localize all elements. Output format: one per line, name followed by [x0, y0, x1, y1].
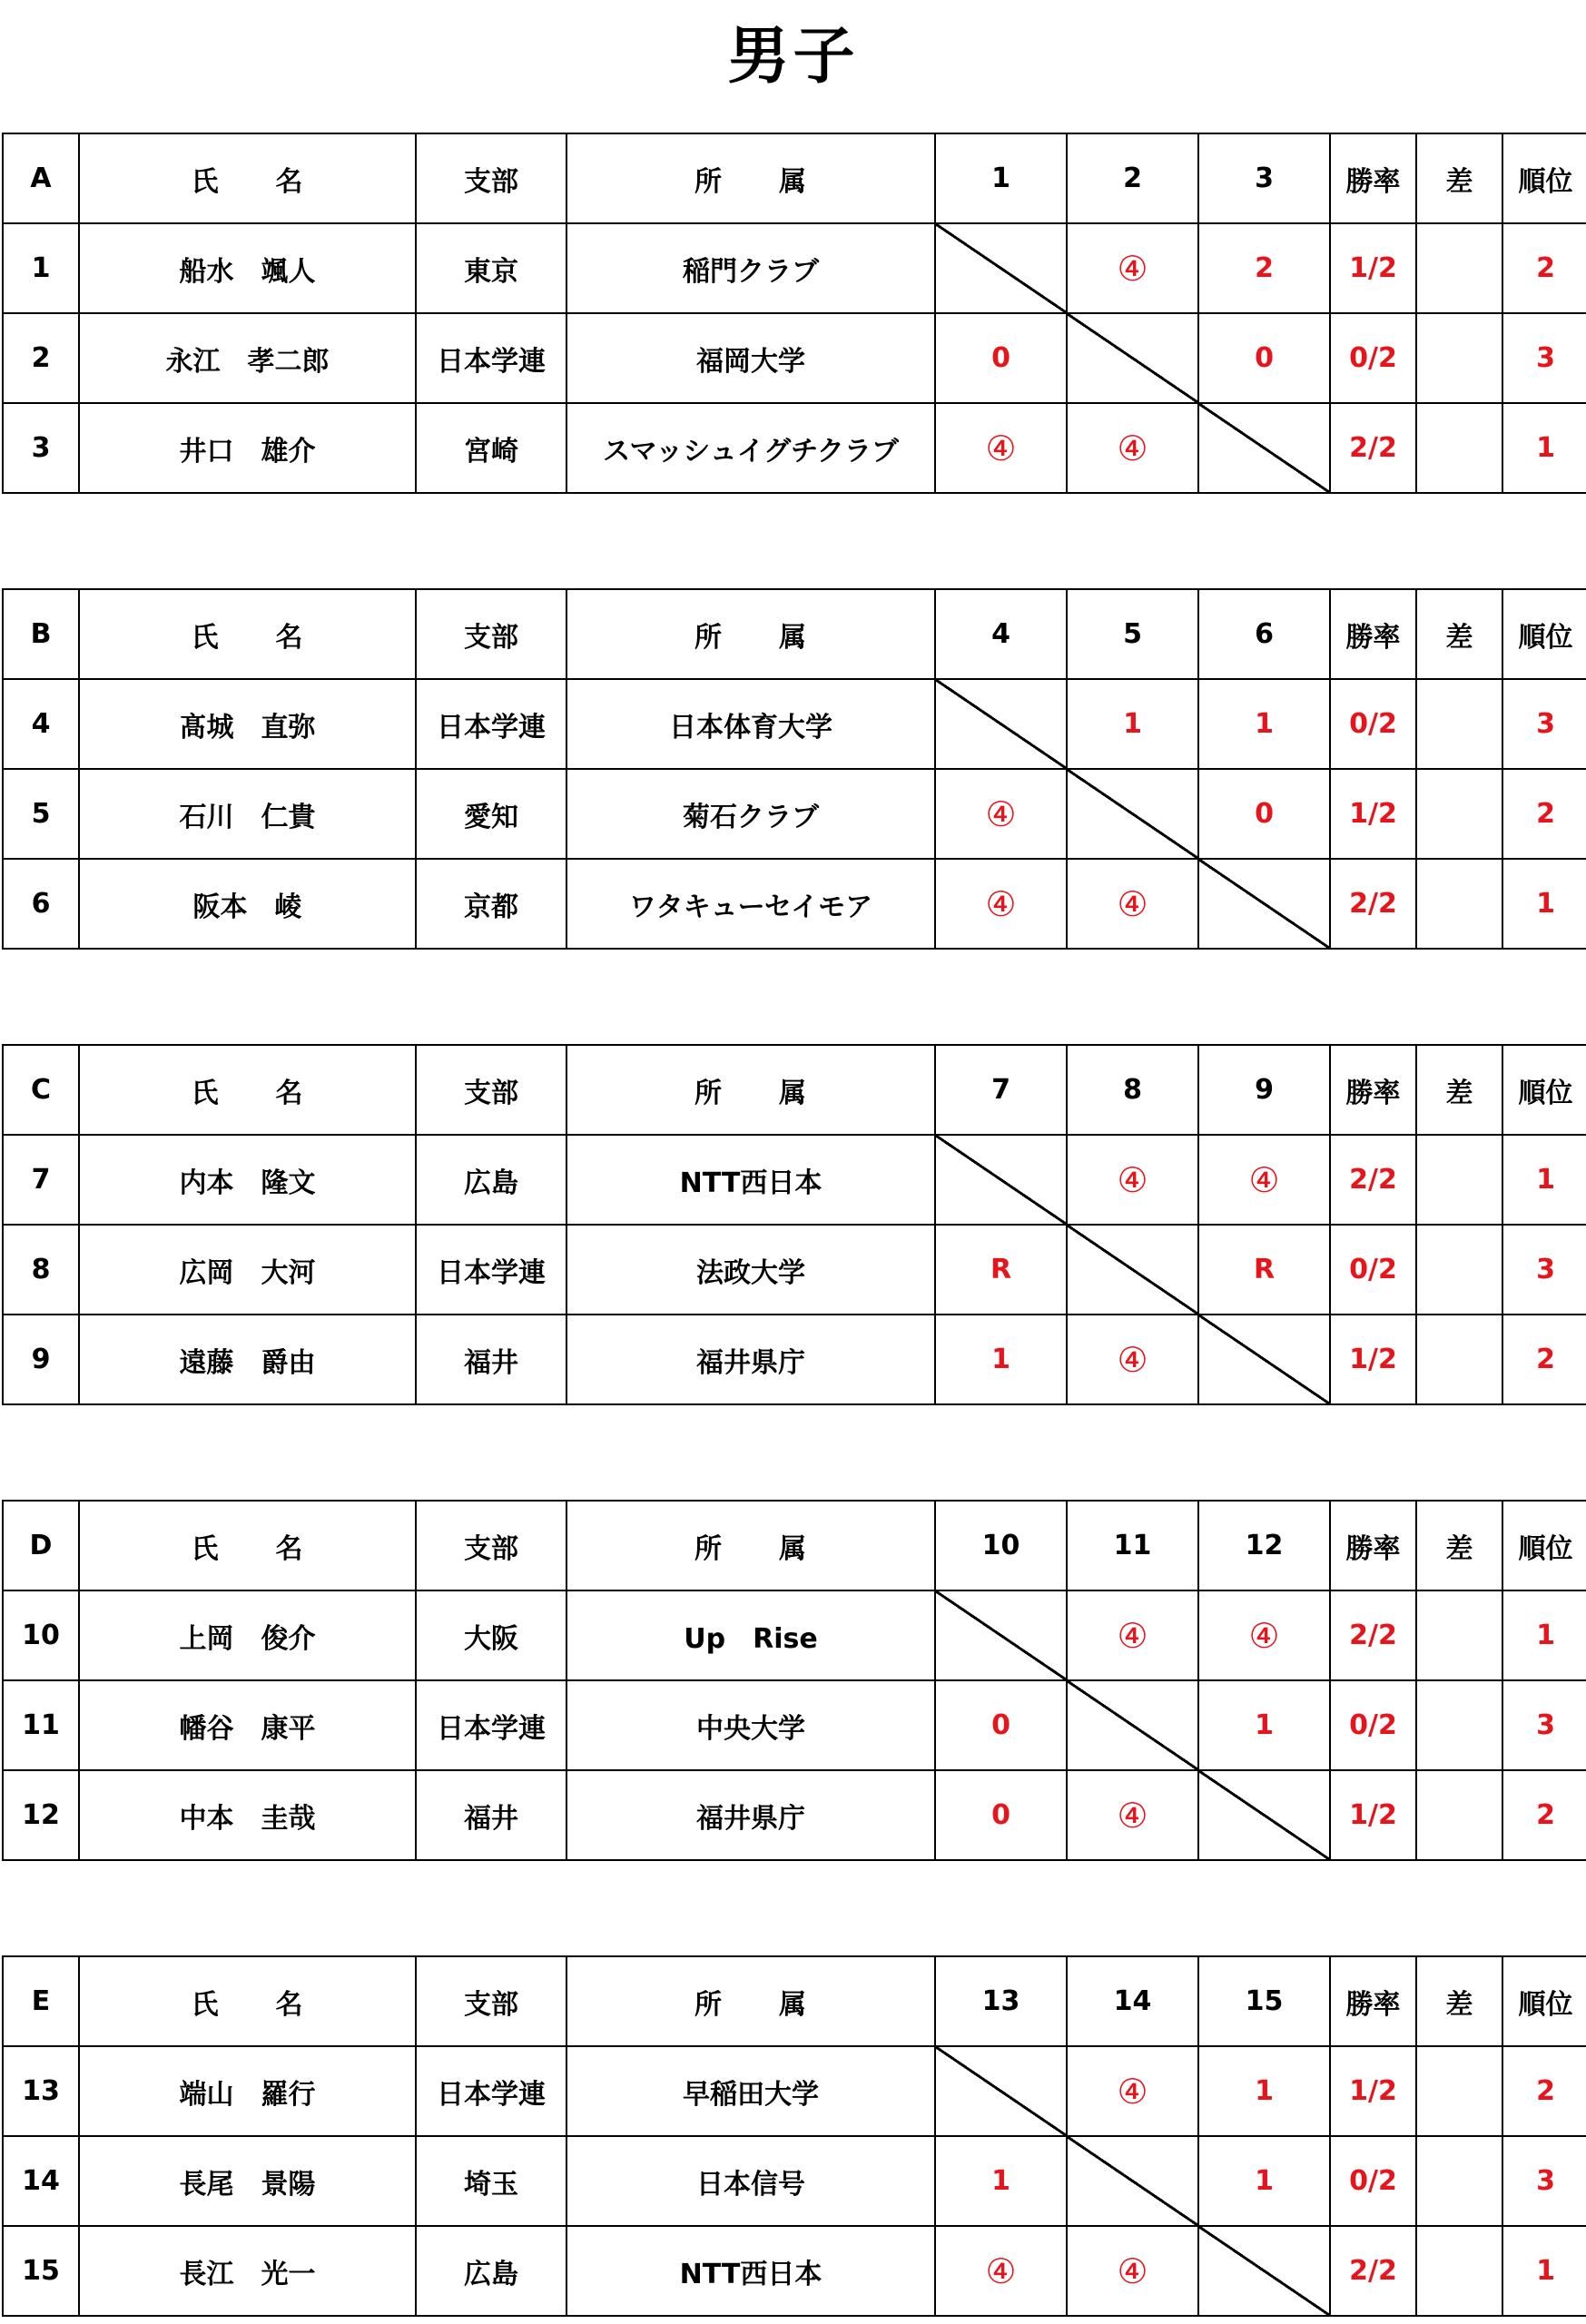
player-number: 1: [3, 223, 79, 313]
match-result: 1: [1198, 2046, 1330, 2136]
self-match-diagonal: [1067, 2136, 1198, 2226]
rank: 2: [1502, 1315, 1586, 1404]
table-row: [3, 1590, 1586, 1680]
player-number: 2: [3, 313, 79, 403]
player-affiliation: 稲門クラブ: [566, 223, 935, 313]
rank: 2: [1502, 769, 1586, 859]
header-diff: 差: [1416, 1956, 1502, 2046]
header-opponent-3: 15: [1198, 1956, 1330, 2046]
header-name: 氏 名: [79, 1501, 416, 1590]
win-rate: 2/2: [1330, 2226, 1416, 2316]
point-diff: [1416, 1770, 1502, 1860]
rank: 2: [1502, 2046, 1586, 2136]
header-rank: 順位: [1502, 589, 1586, 679]
player-name: 端山 羅行: [79, 2046, 416, 2136]
group-label: E: [3, 1956, 79, 2046]
rank: 1: [1502, 859, 1586, 949]
table-row: [3, 2046, 1586, 2136]
rank: 3: [1502, 1225, 1586, 1315]
header-opponent-2: 8: [1067, 1045, 1198, 1135]
player-affiliation: 日本信号: [566, 2136, 935, 2226]
header-opponent-2: 5: [1067, 589, 1198, 679]
player-number: 13: [3, 2046, 79, 2136]
player-affiliation: Up Rise: [566, 1590, 935, 1680]
header-affiliation: 所 属: [566, 1956, 935, 2046]
player-affiliation: 菊石クラブ: [566, 769, 935, 859]
point-diff: [1416, 1225, 1502, 1315]
header-branch: 支部: [416, 589, 566, 679]
self-match-diagonal: [1198, 1770, 1330, 1860]
player-branch: 日本学連: [416, 1680, 566, 1770]
match-result: 0: [1198, 313, 1330, 403]
player-branch: 福井: [416, 1315, 566, 1404]
player-name: 遠藤 爵由: [79, 1315, 416, 1404]
self-match-diagonal: [1067, 769, 1198, 859]
header-win-rate: 勝率: [1330, 589, 1416, 679]
header-win-rate: 勝率: [1330, 133, 1416, 223]
self-match-diagonal: [935, 1135, 1067, 1225]
table-header-row: [3, 1045, 1586, 1135]
table-row: [3, 313, 1586, 403]
group-table-c: [2, 1044, 1586, 1405]
win-rate: 0/2: [1330, 313, 1416, 403]
header-affiliation: 所 属: [566, 133, 935, 223]
group-table-a: [2, 133, 1586, 494]
player-affiliation: ワタキューセイモア: [566, 859, 935, 949]
table-row: [3, 1135, 1586, 1225]
point-diff: [1416, 2136, 1502, 2226]
header-name: 氏 名: [79, 1045, 416, 1135]
player-affiliation: 福井県庁: [566, 1315, 935, 1404]
header-opponent-1: 4: [935, 589, 1067, 679]
rank: 1: [1502, 1135, 1586, 1225]
player-number: 3: [3, 403, 79, 493]
header-win-rate: 勝率: [1330, 1501, 1416, 1590]
player-name: 阪本 崚: [79, 859, 416, 949]
player-name: 長江 光一: [79, 2226, 416, 2316]
player-name: 船水 颯人: [79, 223, 416, 313]
match-result: ④: [935, 859, 1067, 949]
player-affiliation: 福井県庁: [566, 1770, 935, 1860]
self-match-diagonal: [1198, 1315, 1330, 1404]
header-name: 氏 名: [79, 133, 416, 223]
player-name: 内本 隆文: [79, 1135, 416, 1225]
match-result: 1: [1198, 1680, 1330, 1770]
player-name: 髙城 直弥: [79, 679, 416, 769]
player-branch: 広島: [416, 1135, 566, 1225]
player-branch: 東京: [416, 223, 566, 313]
match-result: ④: [1198, 1590, 1330, 1680]
match-result: ④: [1067, 859, 1198, 949]
player-name: 幡谷 康平: [79, 1680, 416, 1770]
point-diff: [1416, 313, 1502, 403]
player-branch: 福井: [416, 1770, 566, 1860]
table-row: [3, 1770, 1586, 1860]
player-number: 15: [3, 2226, 79, 2316]
player-branch: 宮崎: [416, 403, 566, 493]
header-opponent-2: 2: [1067, 133, 1198, 223]
match-result: ④: [935, 2226, 1067, 2316]
win-rate: 2/2: [1330, 1590, 1416, 1680]
self-match-diagonal: [935, 1590, 1067, 1680]
match-result: ④: [1067, 1315, 1198, 1404]
win-rate: 1/2: [1330, 769, 1416, 859]
match-result: ④: [935, 403, 1067, 493]
win-rate: 0/2: [1330, 1225, 1416, 1315]
player-name: 井口 雄介: [79, 403, 416, 493]
win-rate: 0/2: [1330, 679, 1416, 769]
win-rate: 0/2: [1330, 1680, 1416, 1770]
point-diff: [1416, 2046, 1502, 2136]
table-header-row: [3, 589, 1586, 679]
win-rate: 1/2: [1330, 1315, 1416, 1404]
group-label: D: [3, 1501, 79, 1590]
header-opponent-3: 3: [1198, 133, 1330, 223]
header-diff: 差: [1416, 1045, 1502, 1135]
self-match-diagonal: [1198, 2226, 1330, 2316]
match-result: ④: [1067, 2046, 1198, 2136]
player-branch: 京都: [416, 859, 566, 949]
self-match-diagonal: [1067, 1225, 1198, 1315]
rank: 3: [1502, 1680, 1586, 1770]
rank: 2: [1502, 223, 1586, 313]
point-diff: [1416, 1135, 1502, 1225]
point-diff: [1416, 1680, 1502, 1770]
self-match-diagonal: [935, 679, 1067, 769]
rank: 2: [1502, 1770, 1586, 1860]
win-rate: 0/2: [1330, 2136, 1416, 2226]
win-rate: 2/2: [1330, 859, 1416, 949]
header-affiliation: 所 属: [566, 589, 935, 679]
player-name: 石川 仁貴: [79, 769, 416, 859]
match-result: ④: [1198, 1135, 1330, 1225]
player-affiliation: 早稲田大学: [566, 2046, 935, 2136]
player-branch: 日本学連: [416, 2046, 566, 2136]
player-number: 7: [3, 1135, 79, 1225]
match-result: ④: [1067, 403, 1198, 493]
player-branch: 日本学連: [416, 679, 566, 769]
point-diff: [1416, 859, 1502, 949]
player-number: 6: [3, 859, 79, 949]
player-affiliation: 福岡大学: [566, 313, 935, 403]
match-result: ④: [1067, 1770, 1198, 1860]
header-diff: 差: [1416, 133, 1502, 223]
match-result: R: [1198, 1225, 1330, 1315]
match-result: ④: [1067, 2226, 1198, 2316]
player-number: 11: [3, 1680, 79, 1770]
page-title: 男子: [727, 21, 859, 93]
match-result: 0: [1198, 769, 1330, 859]
table-row: [3, 403, 1586, 493]
header-opponent-3: 9: [1198, 1045, 1330, 1135]
match-result: 0: [935, 1680, 1067, 1770]
point-diff: [1416, 1590, 1502, 1680]
match-result: 1: [1198, 2136, 1330, 2226]
table-row: [3, 859, 1586, 949]
point-diff: [1416, 679, 1502, 769]
table-row: [3, 2136, 1586, 2226]
win-rate: 2/2: [1330, 1135, 1416, 1225]
player-name: 上岡 俊介: [79, 1590, 416, 1680]
player-branch: 大阪: [416, 1590, 566, 1680]
header-rank: 順位: [1502, 1956, 1586, 2046]
player-affiliation: 法政大学: [566, 1225, 935, 1315]
table-row: [3, 1315, 1586, 1404]
player-name: 長尾 景陽: [79, 2136, 416, 2226]
player-number: 10: [3, 1590, 79, 1680]
header-win-rate: 勝率: [1330, 1956, 1416, 2046]
player-name: 中本 圭哉: [79, 1770, 416, 1860]
table-row: [3, 1680, 1586, 1770]
point-diff: [1416, 223, 1502, 313]
header-opponent-3: 12: [1198, 1501, 1330, 1590]
header-affiliation: 所 属: [566, 1501, 935, 1590]
win-rate: 1/2: [1330, 1770, 1416, 1860]
table-row: [3, 223, 1586, 313]
header-name: 氏 名: [79, 1956, 416, 2046]
header-name: 氏 名: [79, 589, 416, 679]
point-diff: [1416, 2226, 1502, 2316]
header-branch: 支部: [416, 133, 566, 223]
player-branch: 日本学連: [416, 313, 566, 403]
table-header-row: [3, 1501, 1586, 1590]
group-table-e: [2, 1955, 1586, 2317]
player-branch: 広島: [416, 2226, 566, 2316]
rank: 3: [1502, 679, 1586, 769]
match-result: 0: [935, 313, 1067, 403]
table-row: [3, 1225, 1586, 1315]
player-branch: 埼玉: [416, 2136, 566, 2226]
header-opponent-2: 11: [1067, 1501, 1198, 1590]
group-label: A: [3, 133, 79, 223]
group-table-d: [2, 1500, 1586, 1861]
win-rate: 2/2: [1330, 403, 1416, 493]
match-result: 1: [1067, 679, 1198, 769]
match-result: 1: [935, 1315, 1067, 1404]
table-header-row: [3, 133, 1586, 223]
header-opponent-3: 6: [1198, 589, 1330, 679]
point-diff: [1416, 403, 1502, 493]
match-result: ④: [1067, 223, 1198, 313]
header-branch: 支部: [416, 1956, 566, 2046]
match-result: 0: [935, 1770, 1067, 1860]
header-opponent-1: 1: [935, 133, 1067, 223]
self-match-diagonal: [935, 2046, 1067, 2136]
rank: 3: [1502, 2136, 1586, 2226]
self-match-diagonal: [935, 223, 1067, 313]
player-number: 12: [3, 1770, 79, 1860]
player-affiliation: 中央大学: [566, 1680, 935, 1770]
player-number: 9: [3, 1315, 79, 1404]
player-branch: 愛知: [416, 769, 566, 859]
match-result: ④: [935, 769, 1067, 859]
win-rate: 1/2: [1330, 223, 1416, 313]
table-row: [3, 769, 1586, 859]
win-rate: 1/2: [1330, 2046, 1416, 2136]
header-opponent-2: 14: [1067, 1956, 1198, 2046]
match-result: 2: [1198, 223, 1330, 313]
player-name: 広岡 大河: [79, 1225, 416, 1315]
player-number: 14: [3, 2136, 79, 2226]
header-diff: 差: [1416, 1501, 1502, 1590]
player-name: 永江 孝二郎: [79, 313, 416, 403]
group-label: B: [3, 589, 79, 679]
header-opponent-1: 13: [935, 1956, 1067, 2046]
match-result: 1: [935, 2136, 1067, 2226]
rank: 3: [1502, 313, 1586, 403]
header-diff: 差: [1416, 589, 1502, 679]
header-branch: 支部: [416, 1501, 566, 1590]
point-diff: [1416, 769, 1502, 859]
player-affiliation: 日本体育大学: [566, 679, 935, 769]
self-match-diagonal: [1067, 1680, 1198, 1770]
table-row: [3, 2226, 1586, 2316]
table-header-row: [3, 1956, 1586, 2046]
group-table-b: [2, 588, 1586, 950]
header-opponent-1: 7: [935, 1045, 1067, 1135]
header-rank: 順位: [1502, 133, 1586, 223]
self-match-diagonal: [1067, 313, 1198, 403]
header-rank: 順位: [1502, 1501, 1586, 1590]
rank: 1: [1502, 2226, 1586, 2316]
self-match-diagonal: [1198, 859, 1330, 949]
rank: 1: [1502, 403, 1586, 493]
player-affiliation: スマッシュイグチクラブ: [566, 403, 935, 493]
match-result: R: [935, 1225, 1067, 1315]
player-affiliation: NTT西日本: [566, 2226, 935, 2316]
match-result: 1: [1198, 679, 1330, 769]
player-branch: 日本学連: [416, 1225, 566, 1315]
header-rank: 順位: [1502, 1045, 1586, 1135]
header-branch: 支部: [416, 1045, 566, 1135]
table-row: [3, 679, 1586, 769]
group-label: C: [3, 1045, 79, 1135]
point-diff: [1416, 1315, 1502, 1404]
player-number: 4: [3, 679, 79, 769]
self-match-diagonal: [1198, 403, 1330, 493]
player-affiliation: NTT西日本: [566, 1135, 935, 1225]
match-result: ④: [1067, 1590, 1198, 1680]
header-opponent-1: 10: [935, 1501, 1067, 1590]
rank: 1: [1502, 1590, 1586, 1680]
header-affiliation: 所 属: [566, 1045, 935, 1135]
player-number: 5: [3, 769, 79, 859]
header-win-rate: 勝率: [1330, 1045, 1416, 1135]
player-number: 8: [3, 1225, 79, 1315]
match-result: ④: [1067, 1135, 1198, 1225]
